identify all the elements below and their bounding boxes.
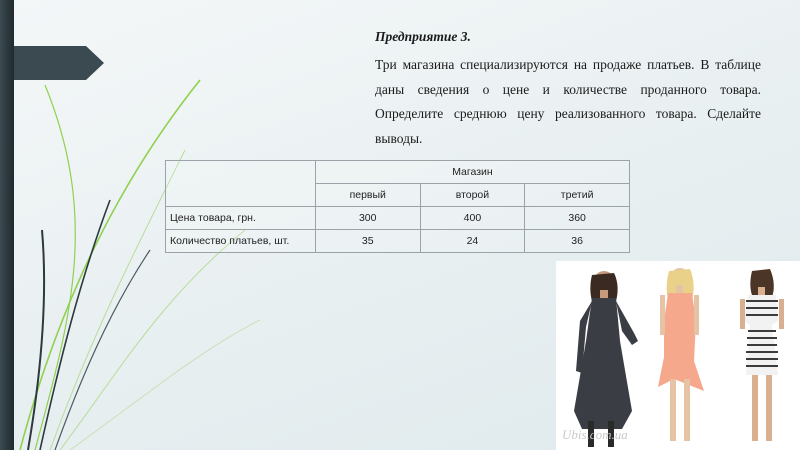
table-cell: 360	[525, 207, 630, 230]
table-cell: 400	[420, 207, 525, 230]
model-dark-dress	[574, 271, 638, 447]
table-row	[166, 207, 630, 230]
table-corner-cell	[166, 161, 316, 207]
slide-title: Предприятие 3.	[375, 29, 471, 44]
table-cell: 300	[315, 207, 420, 230]
slide-body-text: Три магазина специализируются на продаже платьев. В таблице даны сведения о цене и количестве проданного товара. Определите среднюю цену реализованного товара. Сделайте выводы.	[375, 57, 761, 146]
row-label: Количество платьев, шт.	[166, 230, 316, 253]
model-striped-dress	[740, 269, 784, 441]
column-header: третий	[525, 184, 630, 207]
photo-watermark: Ubis.com.ua	[562, 427, 628, 442]
dress-models-illustration	[556, 261, 800, 450]
column-header: второй	[420, 184, 525, 207]
table-row	[166, 230, 630, 253]
model-peach-dress	[658, 268, 704, 441]
table-cell: 36	[525, 230, 630, 253]
column-header: первый	[315, 184, 420, 207]
arrow-banner-shape	[14, 46, 104, 80]
dress-models-photo	[556, 261, 800, 450]
slide-text-block	[375, 25, 761, 151]
table-cell: 24	[420, 230, 525, 253]
table-group-header: Магазин	[315, 161, 629, 184]
row-label: Цена товара, грн.	[166, 207, 316, 230]
dress-sales-table	[165, 160, 630, 253]
table-cell: 35	[315, 230, 420, 253]
table-header-row	[166, 161, 630, 184]
